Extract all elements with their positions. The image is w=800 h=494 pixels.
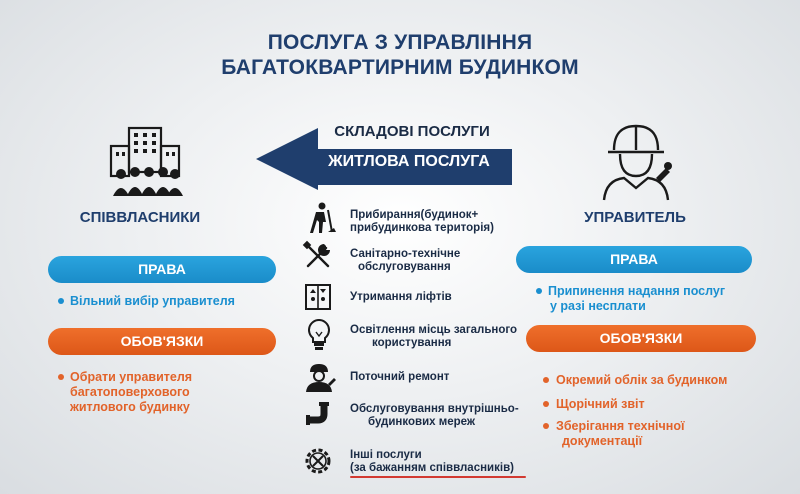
repair-worker-icon bbox=[302, 362, 336, 392]
service-line: обслуговування bbox=[358, 261, 451, 273]
light-bulb-icon bbox=[306, 318, 332, 352]
bullet bbox=[543, 377, 549, 383]
page-title bbox=[0, 30, 800, 80]
service-elevators bbox=[350, 291, 452, 304]
right-rights-pill: ПРАВА bbox=[516, 246, 752, 273]
left-duty-item-1 bbox=[70, 370, 192, 415]
right-duty-item-3 bbox=[556, 419, 684, 449]
service-line: Прибирання(будинок+ bbox=[350, 209, 479, 221]
service-repair bbox=[350, 371, 449, 384]
service-line: Утримання ліфтів bbox=[350, 291, 452, 303]
bullet bbox=[58, 298, 64, 304]
service-networks bbox=[350, 403, 519, 429]
arrow-main-label: ЖИТЛОВА ПОСЛУГА bbox=[328, 153, 490, 170]
service-line: Поточний ремонт bbox=[350, 371, 450, 383]
gear-tools-icon bbox=[302, 445, 334, 477]
left-rights-pill: ПРАВА bbox=[48, 256, 276, 283]
service-line: Обслуговування внутрішньо- bbox=[350, 403, 519, 415]
service-cleaning bbox=[350, 209, 494, 235]
right-right-item-1 bbox=[548, 284, 725, 314]
service-line: (за бажанням співвласників) bbox=[350, 462, 514, 474]
service-sanitary bbox=[350, 248, 460, 274]
building-with-people-icon bbox=[103, 124, 189, 198]
worker-helmet-icon bbox=[598, 120, 674, 202]
service-line: прибудинкова територія) bbox=[350, 222, 494, 234]
pipe-icon bbox=[306, 402, 334, 430]
service-line: Інші послуги bbox=[350, 449, 422, 461]
right-line: Припинення надання послуг bbox=[548, 284, 726, 298]
duty-line: Обрати управителя bbox=[70, 370, 193, 384]
duty-line: житлового будинку bbox=[70, 400, 190, 414]
right-line: у разі несплати bbox=[550, 299, 646, 313]
arrow-top-label: СКЛАДОВІ ПОСЛУГИ bbox=[334, 123, 490, 140]
right-title: УПРАВИТЕЛЬ bbox=[584, 209, 686, 226]
bullet bbox=[543, 423, 549, 429]
duty-line: документації bbox=[562, 434, 643, 448]
left-duties-pill: ОБОВ'ЯЗКИ bbox=[48, 328, 276, 355]
right-duties-pill: ОБОВ'ЯЗКИ bbox=[526, 325, 756, 352]
left-right-item-1: Вільний вибір управителя bbox=[70, 294, 235, 308]
service-line: Освітлення місць загального bbox=[350, 324, 518, 336]
right-duty-item-2: Щорічний звіт bbox=[556, 397, 645, 411]
cleaning-person-icon bbox=[302, 202, 336, 234]
service-line: будинкових мереж bbox=[368, 416, 476, 428]
bullet bbox=[543, 401, 549, 407]
wrench-screwdriver-icon bbox=[302, 240, 334, 272]
service-line: Санітарно-технічне bbox=[350, 248, 461, 260]
service-other bbox=[350, 449, 514, 475]
duty-line: Зберігання технічної bbox=[556, 419, 685, 433]
duty-line: багатоповерхового bbox=[70, 385, 190, 399]
right-duty-item-1: Окремий облік за будинком bbox=[556, 373, 728, 387]
service-line: користування bbox=[372, 337, 452, 349]
bullet bbox=[536, 288, 542, 294]
title-line-1: ПОСЛУГА З УПРАВЛІННЯ bbox=[267, 31, 533, 54]
bullet bbox=[58, 374, 64, 380]
left-title: СПІВВЛАСНИКИ bbox=[79, 209, 201, 226]
title-line-2: БАГАТОКВАРТИРНИМ БУДИНКОМ bbox=[221, 56, 579, 79]
service-lighting bbox=[350, 324, 517, 350]
red-underline bbox=[350, 476, 526, 478]
elevator-icon bbox=[304, 283, 332, 311]
